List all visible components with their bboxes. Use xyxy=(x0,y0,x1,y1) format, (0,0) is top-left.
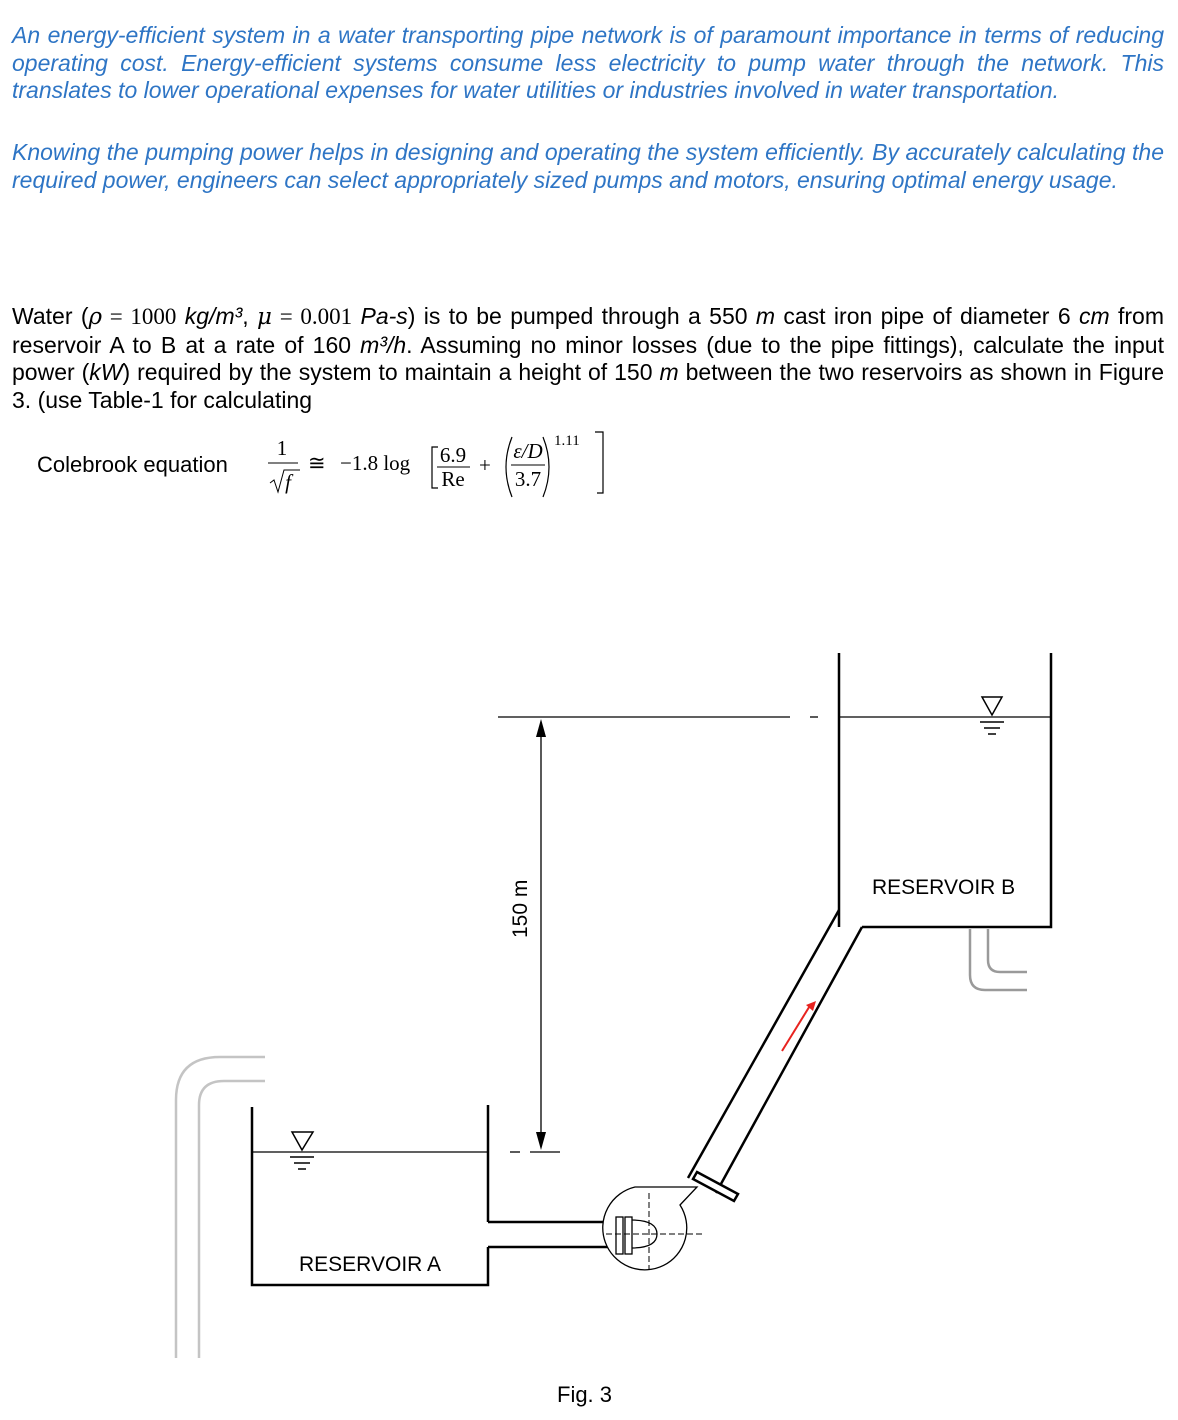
left-paren-icon xyxy=(506,437,512,497)
pipe-flange xyxy=(693,1172,738,1201)
viscosity-symbol: μ xyxy=(257,304,272,330)
problem-text: cast iron pipe of diameter 6 xyxy=(775,303,1079,329)
eq-term1-numerator: 6.9 xyxy=(439,443,467,467)
height-unit: m xyxy=(659,359,679,385)
flow-rate-unit: m³/h xyxy=(360,331,407,358)
figure-caption: Fig. 3 xyxy=(557,1382,613,1407)
problem-statement xyxy=(12,303,1164,414)
eq-term2-denominator: 3.7 xyxy=(514,467,542,491)
water-level-marker-icon xyxy=(980,697,1004,734)
figure-3-diagram xyxy=(0,600,1178,1380)
eq-plus-sign: + xyxy=(479,453,491,477)
intro-paragraph-energy-efficiency: An energy-efficient system in a water transporting pipe network is of paramount importance in terms of reducing operating cost. Energy-efficient systems consume less electricity to pump water through the network. This translates to lower operational expenses for water utilities or industries involved in water transportation. xyxy=(12,22,1164,103)
equals-sign: = xyxy=(102,304,131,329)
eq-term2-numerator: ε/D xyxy=(513,439,543,463)
power-unit: kW xyxy=(89,359,123,385)
density-unit: kg/m³ xyxy=(176,303,243,329)
water-level-marker-icon xyxy=(290,1132,314,1169)
right-bracket-icon xyxy=(595,432,603,493)
equals-sign: = xyxy=(271,304,301,329)
problem-text: from reservoir A to B at a rate of 160 xyxy=(12,303,1164,358)
eq-term1-denominator: Re xyxy=(441,467,465,491)
problem-text: . Assuming no minor losses (due to the pipe fittings), calculate the input power ( xyxy=(12,331,1164,385)
inlet-pipe-inner xyxy=(199,1081,265,1358)
eq-exponent: 1.11 xyxy=(554,433,580,449)
height-dimension-arrow xyxy=(536,719,546,1150)
colebrook-equation xyxy=(262,425,622,515)
eq-coefficient: −1.8 log xyxy=(340,451,411,475)
intro-paragraph-pumping-power: Knowing the pumping power helps in designing and operating the system efficiently. By accurately calculating the required power, engineers can select appropriately sized pumps and motors, ensuring optimal energy usage. xyxy=(12,139,1164,193)
density-symbol: ρ xyxy=(88,304,103,330)
problem-text: ) required by the system to maintain a height of 150 xyxy=(122,359,660,385)
right-paren-icon xyxy=(543,437,549,497)
eq-numerator-one: 1 xyxy=(276,436,288,460)
problem-text: Water ( xyxy=(12,303,89,329)
density-value: 1000 xyxy=(130,304,177,329)
discharge-pipe-lower-wall xyxy=(716,927,862,1193)
reservoir-b-label: RESERVOIR B xyxy=(872,876,1016,899)
problem-text: ) is to be pumped through a 550 xyxy=(407,303,756,329)
reservoir-a-label: RESERVOIR A xyxy=(299,1253,441,1276)
outlet-pipe-outer xyxy=(970,929,1027,990)
viscosity-value: 0.001 xyxy=(300,304,353,329)
colebrook-label: Colebrook equation xyxy=(37,452,228,477)
problem-text: , xyxy=(242,303,258,329)
pump-flange xyxy=(625,1217,632,1254)
eq-approx-sign: ≅ xyxy=(308,451,326,475)
discharge-pipe-upper-wall xyxy=(688,910,839,1178)
problem-text: between the two reservoirs as shown in Figure 3. (use Table-1 for calculating xyxy=(12,359,1164,413)
length-unit: m xyxy=(755,303,776,329)
outlet-pipe-inner xyxy=(988,929,1027,972)
pump-flange xyxy=(616,1217,623,1254)
eq-sqrt-f: f xyxy=(285,470,291,494)
diameter-unit: cm xyxy=(1078,303,1110,329)
viscosity-unit: Pa-s xyxy=(352,303,408,329)
height-label: 150 m xyxy=(509,879,532,938)
